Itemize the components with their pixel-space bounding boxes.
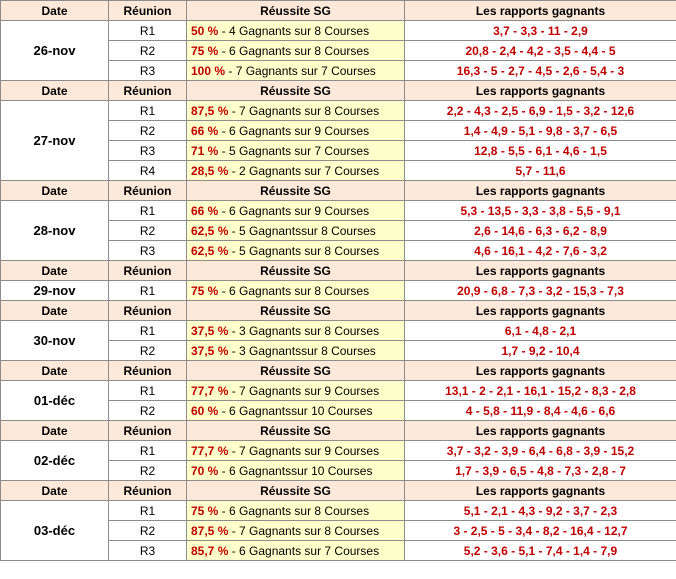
- header-rapports: Les rapports gagnants: [405, 261, 676, 281]
- success-percent: 66 %: [191, 123, 219, 138]
- date-cell: 02-déc: [1, 441, 109, 481]
- header-reussite: Réussite SG: [187, 301, 405, 321]
- success-percent: 50 %: [191, 23, 219, 38]
- header-row: [1, 261, 676, 281]
- success-text: - 5 Gagnants sur 8 Courses: [228, 243, 380, 258]
- success-text: - 7 Gagnants sur 9 Courses: [228, 443, 380, 458]
- reussite-cell: [187, 161, 405, 181]
- reussite-cell: [187, 381, 405, 401]
- reussite-cell: [187, 201, 405, 221]
- header-date: Date: [1, 1, 109, 21]
- date-cell: 01-déc: [1, 381, 109, 421]
- rapports-cell: 3 - 2,5 - 5 - 3,4 - 8,2 - 16,4 - 12,7: [405, 521, 676, 541]
- reussite-cell: [187, 521, 405, 541]
- reunion-cell: R2: [109, 461, 187, 481]
- success-percent: 75 %: [191, 283, 219, 298]
- success-percent: 37,5 %: [191, 343, 229, 358]
- success-text: - 6 Gagnants sur 9 Courses: [218, 203, 370, 218]
- success-text: - 6 Gagnantssur 10 Courses: [218, 403, 373, 418]
- table-row: [1, 201, 676, 221]
- header-row: [1, 301, 676, 321]
- reunion-cell: R3: [109, 241, 187, 261]
- rapports-cell: 2,2 - 4,3 - 2,5 - 6,9 - 1,5 - 3,2 - 12,6: [405, 101, 676, 121]
- reussite-cell: [187, 21, 405, 41]
- table-row: [1, 281, 676, 301]
- reunion-cell: R1: [109, 321, 187, 341]
- reunion-cell: R3: [109, 61, 187, 81]
- reunion-cell: R1: [109, 501, 187, 521]
- reussite-cell: [187, 121, 405, 141]
- header-row: [1, 481, 676, 501]
- rapports-cell: 3,7 - 3,2 - 3,9 - 6,4 - 6,8 - 3,9 - 15,2: [405, 441, 676, 461]
- reunion-cell: R2: [109, 521, 187, 541]
- header-row: [1, 81, 676, 101]
- success-percent: 37,5 %: [191, 323, 229, 338]
- table-row: [1, 501, 676, 521]
- success-text: - 6 Gagnantssur 10 Courses: [218, 463, 373, 478]
- header-reunion: Réunion: [109, 421, 187, 441]
- reunion-cell: R2: [109, 121, 187, 141]
- header-reunion: Réunion: [109, 481, 187, 501]
- success-percent: 75 %: [191, 503, 219, 518]
- success-text: - 7 Gagnants sur 9 Courses: [228, 383, 380, 398]
- reussite-cell: [187, 401, 405, 421]
- success-percent: 100 %: [191, 63, 226, 78]
- rapports-cell: 1,7 - 9,2 - 10,4: [405, 341, 676, 361]
- header-row: [1, 361, 676, 381]
- reunion-cell: R1: [109, 381, 187, 401]
- success-text: - 7 Gagnants sur 8 Courses: [228, 523, 380, 538]
- date-cell: 28-nov: [1, 201, 109, 261]
- table-row: [1, 101, 676, 121]
- success-text: - 4 Gagnants sur 8 Courses: [218, 23, 370, 38]
- date-cell: 26-nov: [1, 21, 109, 81]
- reussite-cell: [187, 341, 405, 361]
- rapports-cell: 1,7 - 3,9 - 6,5 - 4,8 - 7,3 - 2,8 - 7: [405, 461, 676, 481]
- success-text: - 2 Gagnants sur 7 Courses: [228, 163, 380, 178]
- header-row: [1, 1, 676, 21]
- success-percent: 60 %: [191, 403, 219, 418]
- reunion-cell: R1: [109, 281, 187, 301]
- rapports-cell: 12,8 - 5,5 - 6,1 - 4,6 - 1,5: [405, 141, 676, 161]
- rapports-cell: 6,1 - 4,8 - 2,1: [405, 321, 676, 341]
- success-text: - 6 Gagnants sur 8 Courses: [218, 43, 370, 58]
- header-date: Date: [1, 301, 109, 321]
- success-text: - 6 Gagnants sur 9 Courses: [218, 123, 370, 138]
- success-text: - 3 Gagnants sur 8 Courses: [228, 323, 380, 338]
- header-reunion: Réunion: [109, 181, 187, 201]
- header-date: Date: [1, 181, 109, 201]
- rapports-cell: 20,9 - 6,8 - 7,3 - 3,2 - 15,3 - 7,3: [405, 281, 676, 301]
- rapports-cell: 1,4 - 4,9 - 5,1 - 9,8 - 3,7 - 6,5: [405, 121, 676, 141]
- reunion-cell: R3: [109, 541, 187, 561]
- header-rapports: Les rapports gagnants: [405, 81, 676, 101]
- success-percent: 62,5 %: [191, 223, 229, 238]
- header-rapports: Les rapports gagnants: [405, 361, 676, 381]
- header-row: [1, 421, 676, 441]
- reunion-cell: R2: [109, 341, 187, 361]
- reussite-cell: [187, 321, 405, 341]
- reunion-cell: R1: [109, 101, 187, 121]
- reussite-cell: [187, 541, 405, 561]
- reunion-cell: R2: [109, 221, 187, 241]
- header-rapports: Les rapports gagnants: [405, 1, 676, 21]
- success-percent: 85,7 %: [191, 543, 229, 558]
- reussite-cell: [187, 281, 405, 301]
- reussite-cell: [187, 141, 405, 161]
- table-row: [1, 21, 676, 41]
- success-percent: 28,5 %: [191, 163, 229, 178]
- success-percent: 77,7 %: [191, 383, 229, 398]
- reussite-cell: [187, 101, 405, 121]
- rapports-cell: 4 - 5,8 - 11,9 - 8,4 - 4,6 - 6,6: [405, 401, 676, 421]
- header-reussite: Réussite SG: [187, 361, 405, 381]
- success-text: - 5 Gagnantssur 8 Courses: [228, 223, 376, 238]
- reunion-cell: R1: [109, 441, 187, 461]
- header-date: Date: [1, 361, 109, 381]
- header-reussite: Réussite SG: [187, 481, 405, 501]
- rapports-cell: 3,7 - 3,3 - 11 - 2,9: [405, 21, 676, 41]
- rapports-cell: 4,6 - 16,1 - 4,2 - 7,6 - 3,2: [405, 241, 676, 261]
- reunion-cell: R3: [109, 141, 187, 161]
- success-text: - 6 Gagnants sur 7 Courses: [228, 543, 380, 558]
- reussite-cell: [187, 221, 405, 241]
- success-percent: 71 %: [191, 143, 219, 158]
- header-reunion: Réunion: [109, 81, 187, 101]
- results-table-body: [1, 1, 676, 561]
- success-percent: 66 %: [191, 203, 219, 218]
- rapports-cell: 5,3 - 13,5 - 3,3 - 3,8 - 5,5 - 9,1: [405, 201, 676, 221]
- header-row: [1, 181, 676, 201]
- header-date: Date: [1, 421, 109, 441]
- header-date: Date: [1, 261, 109, 281]
- header-reunion: Réunion: [109, 261, 187, 281]
- header-rapports: Les rapports gagnants: [405, 421, 676, 441]
- table-row: [1, 381, 676, 401]
- success-percent: 87,5 %: [191, 523, 229, 538]
- header-reussite: Réussite SG: [187, 1, 405, 21]
- rapports-cell: 13,1 - 2 - 2,1 - 16,1 - 15,2 - 8,3 - 2,8: [405, 381, 676, 401]
- reunion-cell: R2: [109, 41, 187, 61]
- rapports-cell: 5,1 - 2,1 - 4,3 - 9,2 - 3,7 - 2,3: [405, 501, 676, 521]
- header-reussite: Réussite SG: [187, 181, 405, 201]
- date-cell: 29-nov: [1, 281, 109, 301]
- success-percent: 87,5 %: [191, 103, 229, 118]
- header-reunion: Réunion: [109, 361, 187, 381]
- date-cell: 30-nov: [1, 321, 109, 361]
- success-text: - 5 Gagnants sur 7 Courses: [218, 143, 370, 158]
- reunion-cell: R1: [109, 21, 187, 41]
- header-rapports: Les rapports gagnants: [405, 181, 676, 201]
- header-rapports: Les rapports gagnants: [405, 481, 676, 501]
- reussite-cell: [187, 241, 405, 261]
- date-cell: 03-déc: [1, 501, 109, 561]
- rapports-cell: 16,3 - 5 - 2,7 - 4,5 - 2,6 - 5,4 - 3: [405, 61, 676, 81]
- header-rapports: Les rapports gagnants: [405, 301, 676, 321]
- reussite-cell: [187, 441, 405, 461]
- rapports-cell: 20,8 - 2,4 - 4,2 - 3,5 - 4,4 - 5: [405, 41, 676, 61]
- header-reussite: Réussite SG: [187, 421, 405, 441]
- success-text: - 7 Gagnants sur 8 Courses: [228, 103, 380, 118]
- success-percent: 70 %: [191, 463, 219, 478]
- header-date: Date: [1, 81, 109, 101]
- reussite-cell: [187, 41, 405, 61]
- table-row: [1, 441, 676, 461]
- header-reussite: Réussite SG: [187, 261, 405, 281]
- success-text: - 6 Gagnants sur 8 Courses: [218, 503, 370, 518]
- reussite-cell: [187, 461, 405, 481]
- reunion-cell: R2: [109, 401, 187, 421]
- reussite-cell: [187, 61, 405, 81]
- table-row: [1, 321, 676, 341]
- header-reunion: Réunion: [109, 1, 187, 21]
- success-text: - 6 Gagnants sur 8 Courses: [218, 283, 370, 298]
- header-reussite: Réussite SG: [187, 81, 405, 101]
- header-reunion: Réunion: [109, 301, 187, 321]
- date-cell: 27-nov: [1, 101, 109, 181]
- success-text: - 7 Gagnants sur 7 Courses: [225, 63, 376, 78]
- success-text: - 3 Gagnantssur 8 Courses: [228, 343, 376, 358]
- success-percent: 62,5 %: [191, 243, 229, 258]
- header-date: Date: [1, 481, 109, 501]
- success-percent: 75 %: [191, 43, 219, 58]
- reunion-cell: R1: [109, 201, 187, 221]
- reunion-cell: R4: [109, 161, 187, 181]
- rapports-cell: 2,6 - 14,6 - 6,3 - 6,2 - 8,9: [405, 221, 676, 241]
- rapports-cell: 5,2 - 3,6 - 5,1 - 7,4 - 1,4 - 7,9: [405, 541, 676, 561]
- success-percent: 77,7 %: [191, 443, 229, 458]
- rapports-cell: 5,7 - 11,6: [405, 161, 676, 181]
- reussite-cell: [187, 501, 405, 521]
